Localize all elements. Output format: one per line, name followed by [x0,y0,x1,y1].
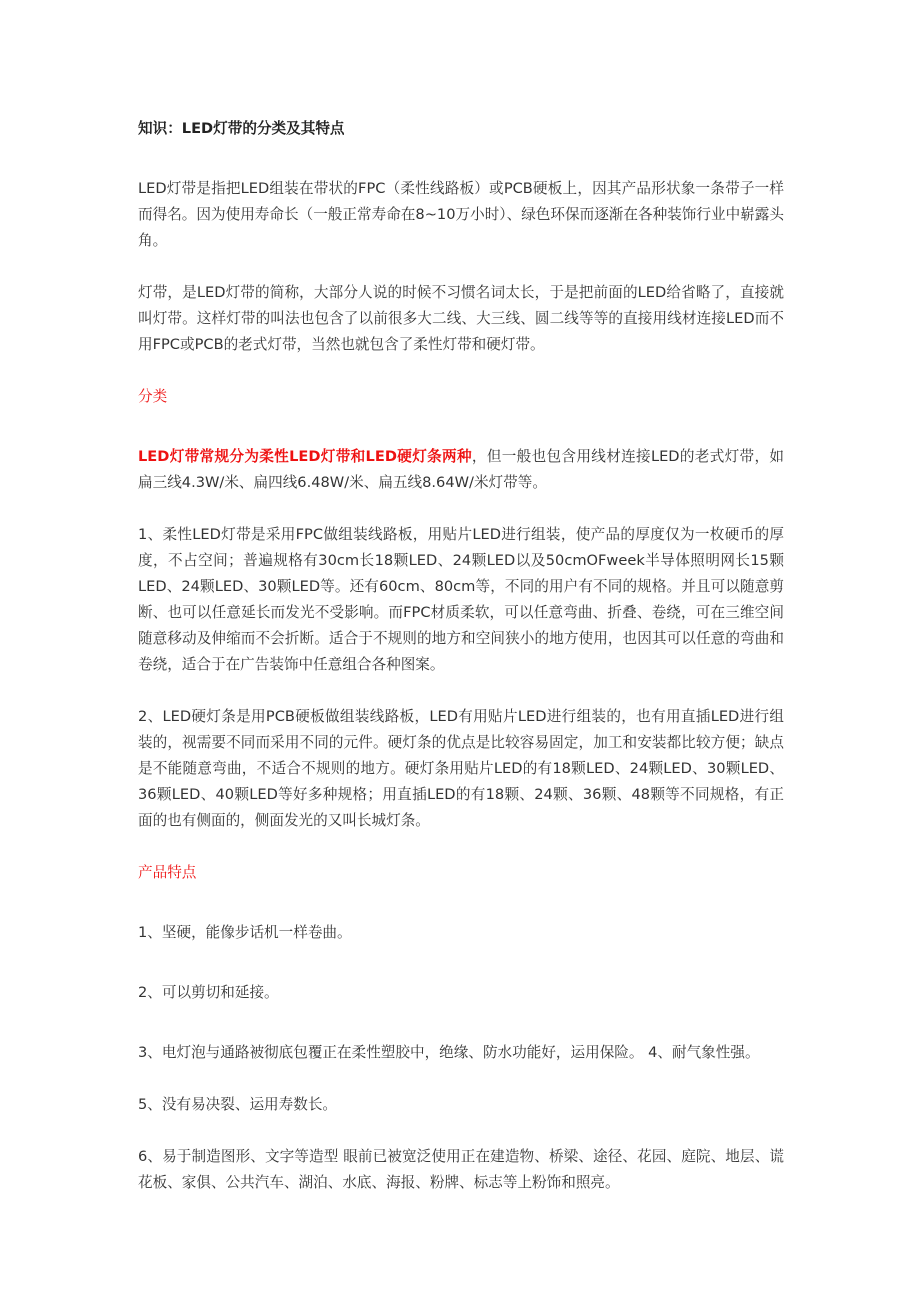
section-heading-features: 产品特点 [138,864,197,881]
intro-paragraph-2: 灯带，是LED灯带的简称，大部分人说的时候不习惯名词太长，于是把前面的LED给省略了，直接就叫灯带。这样灯带的叫法也包含了以前很多大二线、大三线、圆二线等等的直接用线材连接LED而不用FPC或PCB的老式灯带，当然也就包含了柔性灯带和硬灯带。 [138,284,784,353]
feature-item-1: 1、坚硬，能像步话机一样卷曲。 [138,924,352,941]
classification-item-rigid: 2、LED硬灯条是用PCB硬板做组装线路板，LED有用贴片LED进行组装的，也有用直插LED进行组装的，视需要不同而采用不同的元件。硬灯条的优点是比较容易固定，加工和安装都比较方便；缺点是不能随意弯曲，不适合不规则的地方。硬灯条用贴片LED的有18颗LED、24颗LED、30颗LED、36颗LED、40颗LED等好多种规格；用直插LED的有18颗、24颗、36颗、48颗等不同规格，有正面的也有侧面的，侧面发光的又叫长城灯条。 [138,708,784,829]
feature-item-6: 6、易于制造图形、文字等造型 眼前已被宽泛使用正在建造物、桥梁、途径、花园、庭院、地层、谎花板、家俱、公共汽车、湖泊、水底、海报、粉牌、标志等上粉饰和照亮。 [138,1148,784,1191]
classification-lead-paragraph [138,444,784,496]
feature-item-2: 2、可以剪切和延接。 [138,984,279,1001]
classification-lead-highlight: LED灯带常规分为柔性LED灯带和LED硬灯条两种 [138,448,472,465]
classification-item-flexible: 1、柔性LED灯带是采用FPC做组装线路板，用贴片LED进行组装，使产品的厚度仅为一枚硬币的厚度，不占空间；普遍规格有30cm长18颗LED、24颗LED以及50cmOFweek半导体照明网长15颗LED、24颗LED、30颗LED等。还有60cm、80cm等，不同的用户有不同的规格。并且可以随意剪断、也可以任意延长而发光不受影响。而FPC材质柔软，可以任意弯曲、折叠、卷绕，可在三维空间随意移动及伸缩而不会折断。适合于不规则的地方和空间狭小的地方使用，也因其可以任意的弯曲和卷绕，适合于在广告装饰中任意组合各种图案。 [138,526,784,673]
document-page [138,116,784,1196]
feature-item-3: 3、电灯泡与通路被彻底包覆正在柔性塑胶中，绝缘、防水功能好，运用保险。 4、耐气象性强。 [138,1044,760,1061]
intro-paragraph-1: LED灯带是指把LED组装在带状的FPC（柔性线路板）或PCB硬板上，因其产品形状象一条带子一样而得名。因为使用寿命长（一般正常寿命在8~10万小时）、绿色环保而逐渐在各种装饰行业中崭露头角。 [138,180,784,249]
feature-item-5: 5、没有易决裂、运用寿数长。 [138,1096,338,1113]
classification-lead-rest: ，但一般也包含用线材连接LED的老式灯带，如扁三线4.3W/米、扁四线6.48W/米、扁五线8.64W/米灯带等。 [138,448,784,491]
section-heading-classification: 分类 [138,388,168,405]
document-title: 知识：LED灯带的分类及其特点 [138,120,345,137]
